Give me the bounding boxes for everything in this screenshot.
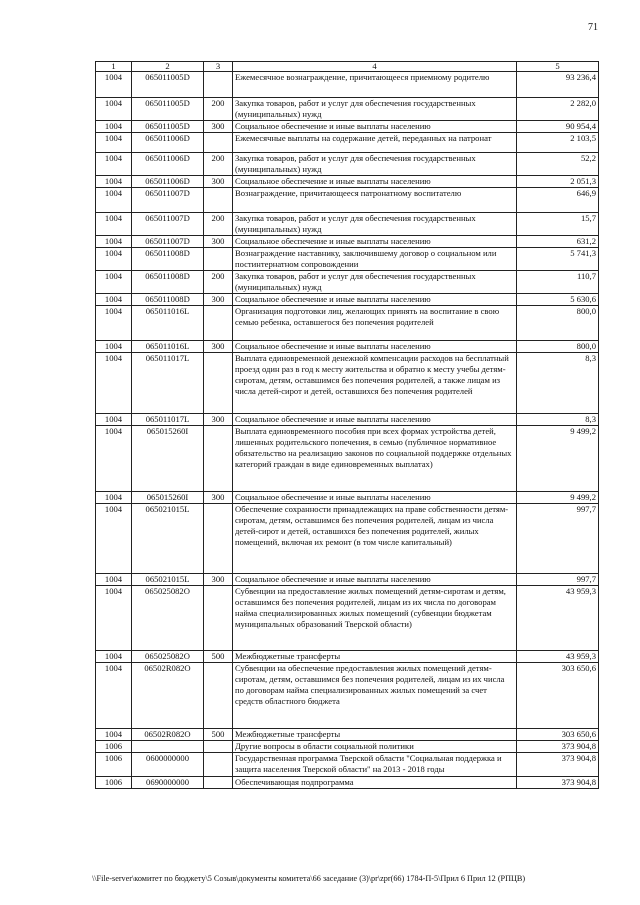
expense-type-cell: 300 (204, 492, 233, 504)
table-row (96, 777, 599, 789)
section-code-cell: 1004 (96, 492, 132, 504)
section-code-cell: 1004 (96, 504, 132, 574)
table-row (96, 72, 599, 98)
section-code-cell: 1004 (96, 133, 132, 153)
section-code-cell: 1004 (96, 294, 132, 306)
amount-cell: 9 499,2 (517, 426, 599, 492)
footer-file-path: \\File-server\комитет по бюджету\5 Созыв\документы комитета\66 заседание (3)\pr\zpr(66) 1784-П-5\Прил 6 Прил 12 (РПЦВ) (92, 874, 526, 883)
description-cell: Обеспечение сохранности принадлежащих на праве собственности детям-сиротам, детям, оставшимся без попечения родителей, лицам из числа детей-сирот и детей, оставшихся без попечения родителей, жилых помещений, включая их ремонт (в том числе капитальный) (233, 504, 517, 574)
amount-cell: 43 959,3 (517, 651, 599, 663)
expense-type-cell: 500 (204, 729, 233, 741)
target-article-cell: 065025082O (132, 586, 204, 651)
description-cell: Социальное обеспечение и иные выплаты населению (233, 176, 517, 188)
section-code-cell: 1004 (96, 426, 132, 492)
target-article-cell: 065011008D (132, 294, 204, 306)
table-row (96, 176, 599, 188)
section-code-cell: 1004 (96, 98, 132, 121)
amount-cell: 52,2 (517, 153, 599, 176)
amount-cell: 800,0 (517, 341, 599, 353)
table-row (96, 353, 599, 414)
amount-cell: 9 499,2 (517, 492, 599, 504)
amount-cell: 8,3 (517, 414, 599, 426)
section-code-cell: 1006 (96, 741, 132, 753)
description-cell: Социальное обеспечение и иные выплаты населению (233, 492, 517, 504)
table-row (96, 213, 599, 236)
expense-type-cell (204, 353, 233, 414)
table-row (96, 306, 599, 341)
target-article-cell: 065011017L (132, 353, 204, 414)
target-article-cell: 06502R082O (132, 663, 204, 729)
section-code-cell: 1006 (96, 753, 132, 777)
description-cell: Закупка товаров, работ и услуг для обеспечения государственных (муниципальных) нужд (233, 98, 517, 121)
expense-type-cell: 200 (204, 213, 233, 236)
description-cell: Вознаграждение, причитающееся патронатному воспитателю (233, 188, 517, 213)
table-row (96, 271, 599, 294)
table-row (96, 294, 599, 306)
target-article-cell: 065021015L (132, 504, 204, 574)
amount-cell: 303 650,6 (517, 663, 599, 729)
amount-cell: 646,9 (517, 188, 599, 213)
target-article-cell: 065011008D (132, 271, 204, 294)
expense-type-cell (204, 248, 233, 271)
amount-cell: 373 904,8 (517, 753, 599, 777)
target-article-cell: 065011006D (132, 153, 204, 176)
table-row (96, 663, 599, 729)
table-row (96, 753, 599, 777)
section-code-cell: 1004 (96, 176, 132, 188)
description-cell: Организация подготовки лиц, желающих принять на воспитание в свою семью ребенка, оставшегося без попечения родителей (233, 306, 517, 341)
amount-cell: 303 650,6 (517, 729, 599, 741)
description-cell: Социальное обеспечение и иные выплаты населению (233, 574, 517, 586)
expense-type-cell: 300 (204, 414, 233, 426)
expense-type-cell (204, 663, 233, 729)
table-row (96, 729, 599, 741)
description-cell: Межбюджетные трансферты (233, 729, 517, 741)
column-header: 5 (517, 62, 599, 72)
description-cell: Обеспечивающая подпрограмма (233, 777, 517, 789)
section-code-cell: 1004 (96, 306, 132, 341)
section-code-cell: 1004 (96, 213, 132, 236)
description-cell: Закупка товаров, работ и услуг для обеспечения государственных (муниципальных) нужд (233, 213, 517, 236)
description-cell: Ежемесячное вознаграждение, причитающееся приемному родителю (233, 72, 517, 98)
description-cell: Другие вопросы в области социальной политики (233, 741, 517, 753)
section-code-cell: 1004 (96, 586, 132, 651)
description-cell: Социальное обеспечение и иные выплаты населению (233, 236, 517, 248)
table-row (96, 574, 599, 586)
amount-cell: 5 741,3 (517, 248, 599, 271)
amount-cell: 997,7 (517, 504, 599, 574)
table-row (96, 121, 599, 133)
amount-cell: 373 904,8 (517, 777, 599, 789)
amount-cell: 93 236,4 (517, 72, 599, 98)
target-article-cell: 065011008D (132, 248, 204, 271)
expense-type-cell: 200 (204, 98, 233, 121)
section-code-cell: 1004 (96, 353, 132, 414)
section-code-cell: 1004 (96, 153, 132, 176)
table-row (96, 414, 599, 426)
section-code-cell: 1004 (96, 574, 132, 586)
description-cell: Межбюджетные трансферты (233, 651, 517, 663)
expense-type-cell (204, 72, 233, 98)
table-row (96, 492, 599, 504)
target-article-cell: 065015260I (132, 492, 204, 504)
expense-type-cell (204, 306, 233, 341)
expense-type-cell: 300 (204, 176, 233, 188)
target-article-cell: 065011007D (132, 188, 204, 213)
target-article-cell: 065011006D (132, 176, 204, 188)
description-cell: Субвенции на обеспечение предоставления жилых помещений детям-сиротам, детям, оставшимся без попечения родителей, лицам из их числа по договорам найма специализированных жилых помещений за счет средств областного бюджета (233, 663, 517, 729)
expense-type-cell: 300 (204, 121, 233, 133)
target-article-cell (132, 741, 204, 753)
target-article-cell: 065011016L (132, 306, 204, 341)
target-article-cell: 06502R082O (132, 729, 204, 741)
expense-type-cell: 300 (204, 574, 233, 586)
table-row (96, 153, 599, 176)
table-row (96, 651, 599, 663)
amount-cell: 90 954,4 (517, 121, 599, 133)
description-cell: Выплата единовременного пособия при всех формах устройства детей, лишенных родительского попечения, в семью (публичное нормативное обязательство на реализацию законов по социальной поддержке отдельных категорий граждан в виде единовременных выплатах) (233, 426, 517, 492)
table-row (96, 236, 599, 248)
target-article-cell: 0690000000 (132, 777, 204, 789)
expense-type-cell: 200 (204, 271, 233, 294)
column-header: 4 (233, 62, 517, 72)
amount-cell: 2 051,3 (517, 176, 599, 188)
table-row (96, 586, 599, 651)
description-cell: Социальное обеспечение и иные выплаты населению (233, 341, 517, 353)
amount-cell: 800,0 (517, 306, 599, 341)
section-code-cell: 1004 (96, 72, 132, 98)
section-code-cell: 1004 (96, 188, 132, 213)
amount-cell: 2 103,5 (517, 133, 599, 153)
description-cell: Закупка товаров, работ и услуг для обеспечения государственных (муниципальных) нужд (233, 153, 517, 176)
description-cell: Выплата единовременной денежной компенсации расходов на бесплатный проезд один раз в год к месту жительства и обратно к месту учебы детям-сиротам, детям, оставшимся без попечения родителей, а также лицам из числа детей-сирот и детей, оставшихся без попечения родителей (233, 353, 517, 414)
table-row (96, 98, 599, 121)
section-code-cell: 1004 (96, 248, 132, 271)
table-row (96, 133, 599, 153)
budget-table (95, 61, 599, 789)
description-cell: Вознаграждение наставнику, заключившему договор о социальном или постинтернатном сопровождении (233, 248, 517, 271)
target-article-cell: 065011016L (132, 341, 204, 353)
expense-type-cell (204, 504, 233, 574)
page-number: 71 (588, 22, 598, 33)
target-article-cell: 065011007D (132, 213, 204, 236)
target-article-cell: 065011005D (132, 72, 204, 98)
description-cell: Закупка товаров, работ и услуг для обеспечения государственных (муниципальных) нужд (233, 271, 517, 294)
description-cell: Социальное обеспечение и иные выплаты населению (233, 121, 517, 133)
section-code-cell: 1004 (96, 236, 132, 248)
target-article-cell: 065015260I (132, 426, 204, 492)
description-cell: Социальное обеспечение и иные выплаты населению (233, 294, 517, 306)
expense-type-cell: 200 (204, 153, 233, 176)
table-row (96, 741, 599, 753)
table-row (96, 188, 599, 213)
column-header: 2 (132, 62, 204, 72)
expense-type-cell (204, 777, 233, 789)
expense-type-cell (204, 426, 233, 492)
table-row (96, 248, 599, 271)
amount-cell: 373 904,8 (517, 741, 599, 753)
target-article-cell: 065025082O (132, 651, 204, 663)
expense-type-cell (204, 586, 233, 651)
table-header-row (96, 62, 599, 72)
target-article-cell: 065011006D (132, 133, 204, 153)
expense-type-cell (204, 753, 233, 777)
amount-cell: 997,7 (517, 574, 599, 586)
expense-type-cell: 300 (204, 341, 233, 353)
section-code-cell: 1004 (96, 651, 132, 663)
target-article-cell: 065011005D (132, 98, 204, 121)
table-body (96, 72, 599, 789)
expense-type-cell (204, 188, 233, 213)
column-header: 1 (96, 62, 132, 72)
amount-cell: 8,3 (517, 353, 599, 414)
description-cell: Субвенции на предоставление жилых помещений детям-сиротам и детям, оставшимся без попечения родителей, лицам из их числа по договорам найма специализированных жилых помещений (субвенции бюджетам муниципальных образований Тверской области) (233, 586, 517, 651)
section-code-cell: 1004 (96, 341, 132, 353)
column-header: 3 (204, 62, 233, 72)
target-article-cell: 065021015L (132, 574, 204, 586)
amount-cell: 15,7 (517, 213, 599, 236)
target-article-cell: 065011007D (132, 236, 204, 248)
description-cell: Ежемесячные выплаты на содержание детей, переданных на патронат (233, 133, 517, 153)
target-article-cell: 0600000000 (132, 753, 204, 777)
amount-cell: 110,7 (517, 271, 599, 294)
expense-type-cell: 500 (204, 651, 233, 663)
table-row (96, 504, 599, 574)
section-code-cell: 1004 (96, 271, 132, 294)
expense-type-cell: 300 (204, 294, 233, 306)
section-code-cell: 1004 (96, 121, 132, 133)
section-code-cell: 1004 (96, 729, 132, 741)
section-code-cell: 1004 (96, 414, 132, 426)
description-cell: Социальное обеспечение и иные выплаты населению (233, 414, 517, 426)
description-cell: Государственная программа Тверской области "Социальная поддержка и защита населения Тверской области" на 2013 - 2018 годы (233, 753, 517, 777)
expense-type-cell: 300 (204, 236, 233, 248)
amount-cell: 5 630,6 (517, 294, 599, 306)
section-code-cell: 1004 (96, 663, 132, 729)
table-row (96, 426, 599, 492)
expense-type-cell (204, 133, 233, 153)
amount-cell: 631,2 (517, 236, 599, 248)
amount-cell: 43 959,3 (517, 586, 599, 651)
target-article-cell: 065011017L (132, 414, 204, 426)
target-article-cell: 065011005D (132, 121, 204, 133)
expense-type-cell (204, 741, 233, 753)
table-row (96, 341, 599, 353)
amount-cell: 2 282,0 (517, 98, 599, 121)
section-code-cell: 1006 (96, 777, 132, 789)
